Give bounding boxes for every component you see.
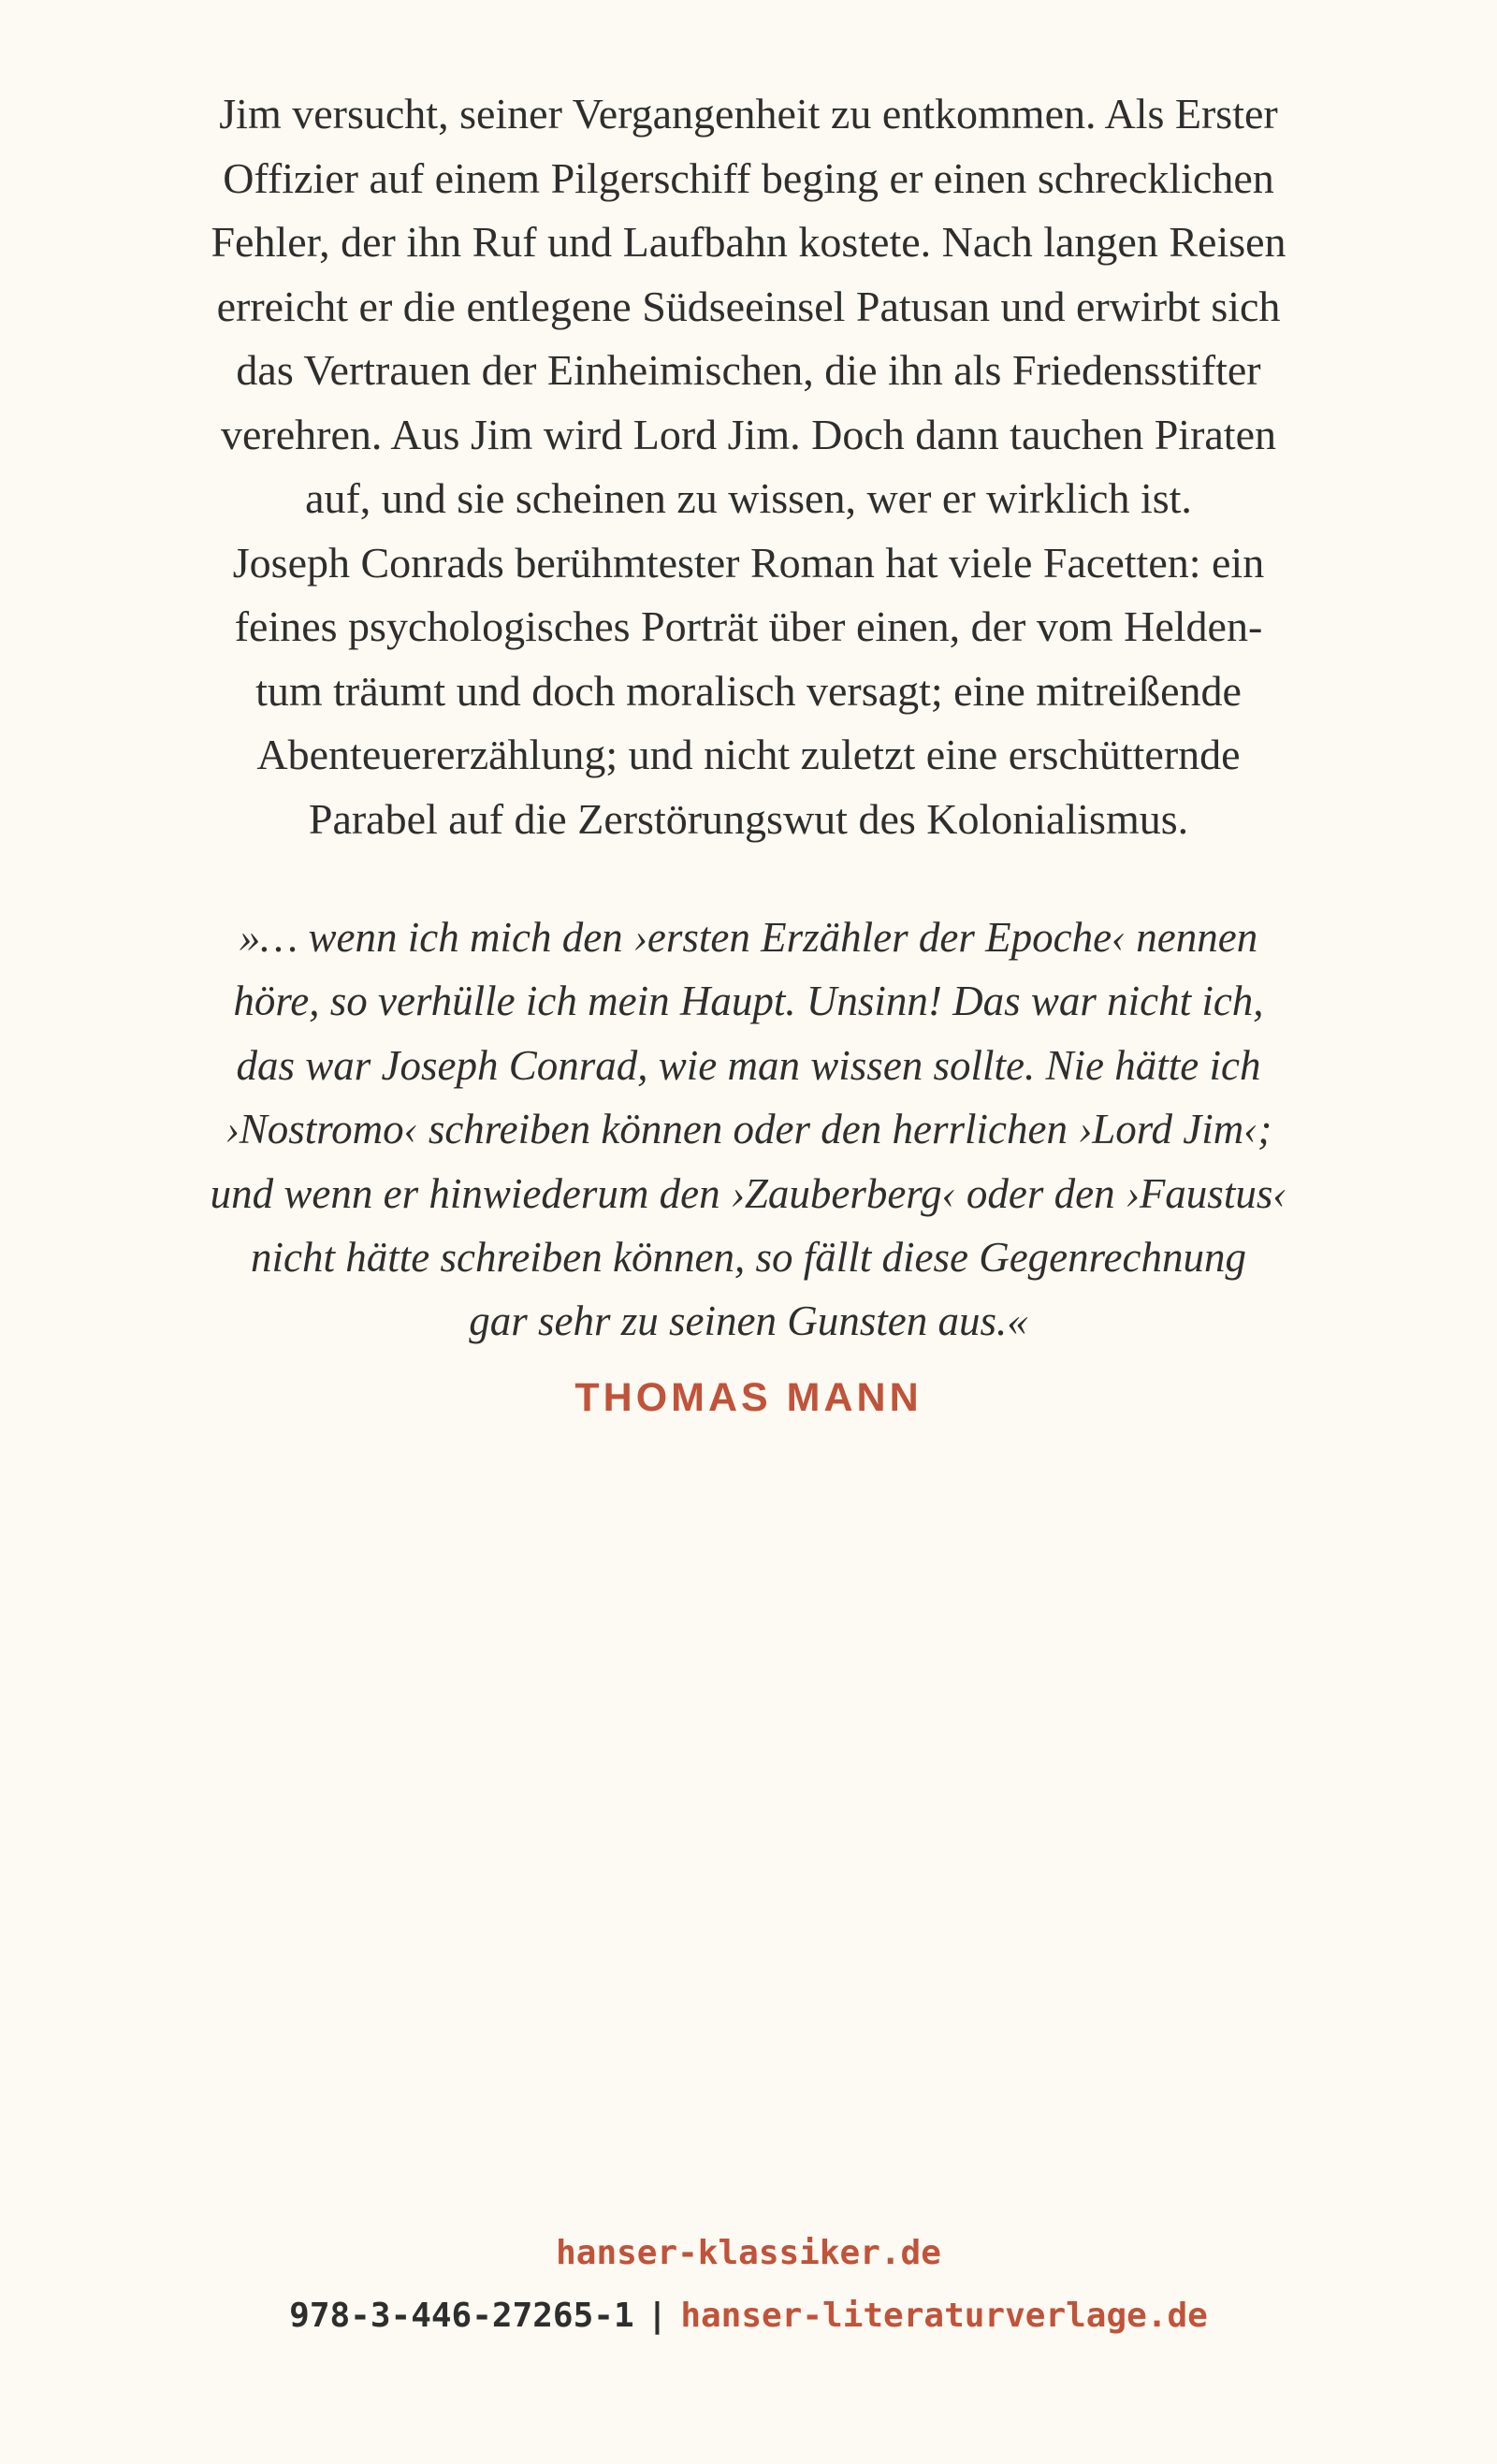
quote-attribution: THOMAS MANN: [574, 1375, 923, 1420]
blurb-line: das Vertrauen der Einheimischen, die ihn als Friedensstifter: [236, 346, 1261, 394]
blurb-line: Offizier auf einem Pilgerschiff beging er einen schrecklichen: [223, 153, 1274, 202]
blurb-line: auf, und sie scheinen zu wissen, wer er wirklich ist.: [305, 474, 1192, 522]
blurb-line: feines psychologisches Porträt über einen, der vom Helden-: [234, 602, 1263, 650]
blurb-line: erreicht er die entlegene Südseeinsel Patusan und erwirbt sich: [216, 282, 1281, 330]
quote-line: und wenn er hinwiederum den ›Zauberberg‹ oder den ›Faustus‹: [210, 1169, 1287, 1217]
review-quote: [140, 906, 1357, 1354]
quote-line: »… wenn ich mich den ›ersten Erzähler der Epoche‹ nennen: [239, 914, 1258, 961]
footer-separator: |: [647, 2297, 668, 2335]
isbn-number: 978-3-446-27265-1: [289, 2297, 634, 2335]
quote-line: ›Nostromo‹ schreiben können oder den herrlichen ›Lord Jim‹;: [225, 1106, 1272, 1153]
quote-line: nicht hätte schreiben können, so fällt diese Gegenrechnung: [251, 1234, 1246, 1282]
footer-row: [0, 2297, 1497, 2335]
blurb-line: Joseph Conrads berühmtester Roman hat viele Facetten: ein: [232, 538, 1265, 587]
quote-line: gar sehr zu seinen Gunsten aus.«: [469, 1297, 1028, 1345]
publisher-website-link[interactable]: hanser-literaturverlage.de: [680, 2297, 1208, 2335]
blurb-line: Fehler, der ihn Ruf und Laufbahn kostete. Nach langen Reisen: [211, 218, 1286, 266]
quote-line: das war Joseph Conrad, wie man wissen sollte. Nie hätte ich: [236, 1041, 1261, 1089]
blurb-line: tum träumt und doch moralisch versagt; eine mitreißende: [255, 666, 1242, 715]
klassiker-website-link[interactable]: hanser-klassiker.de: [556, 2234, 941, 2272]
quote-line: höre, so verhülle ich mein Haupt. Unsinn! Das war nicht ich,: [233, 978, 1264, 1025]
blurb-line: Abenteuererzählung; und nicht zuletzt eine erschütternde: [256, 731, 1241, 778]
blurb-line: Jim versucht, seiner Vergangenheit zu entkommen. Als Erster: [219, 90, 1278, 138]
blurb-line: verehren. Aus Jim wird Lord Jim. Doch dann tauchen Piraten: [220, 410, 1276, 458]
blurb-line: Parabel auf die Zerstörungswut des Kolonialismus.: [308, 794, 1189, 843]
blurb-text: [140, 82, 1357, 851]
